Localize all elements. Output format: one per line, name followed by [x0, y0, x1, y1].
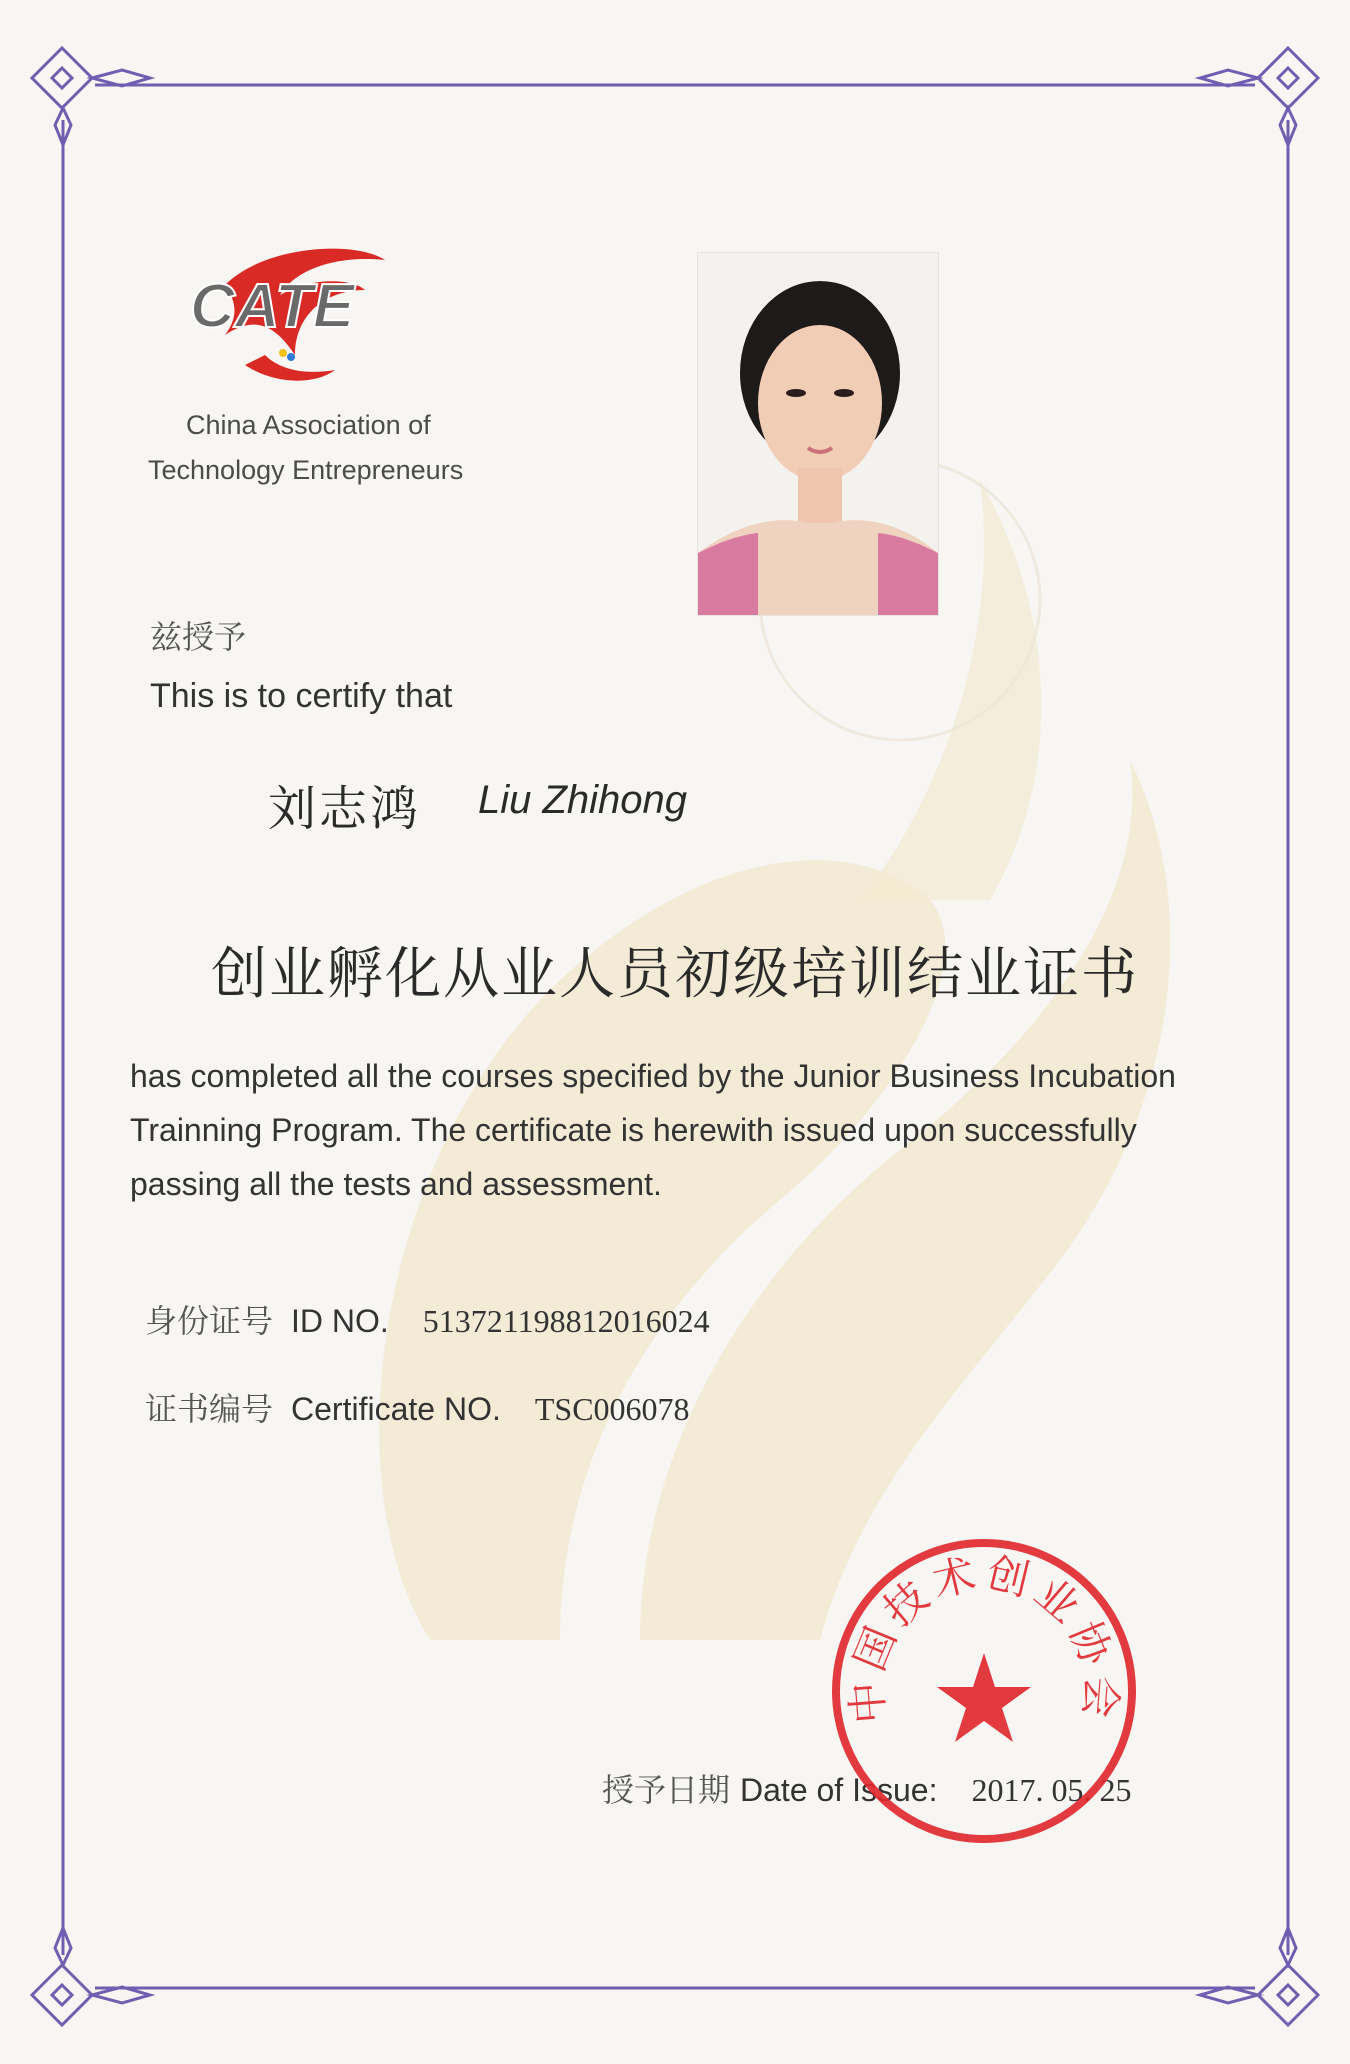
organization-name-line2: Technology Entrepreneurs	[148, 455, 464, 485]
certificate-title: 创业孵化从业人员初级培训结业证书	[211, 942, 1139, 1007]
organization-name-line1: China Association of	[186, 410, 431, 440]
recipient-name-cn: 刘志鸿	[268, 781, 422, 837]
issue-date-value: 2017. 05. 25	[971, 1772, 1132, 1808]
cate-logo	[185, 245, 425, 395]
holder-photo	[697, 252, 939, 616]
id-number-field	[145, 1296, 710, 1342]
svg-text:CATE: CATE	[190, 272, 355, 341]
certificate-body-line: Trainning Program. The certificate is herewith issued upon successfully	[130, 1112, 1137, 1148]
id-label-cn: 身份证号	[145, 1302, 274, 1340]
id-number-value: 513721198812016024	[422, 1303, 710, 1339]
recipient-name-en: Liu Zhihong	[478, 778, 688, 822]
grant-label-en: This is to certify that	[150, 677, 453, 715]
official-seal	[828, 1535, 1140, 1847]
id-label-en: ID NO.	[291, 1303, 389, 1339]
certificate-body-line: passing all the tests and assessment.	[130, 1166, 662, 1202]
seal-text: 中国技术创业协会	[841, 1547, 1127, 1726]
certificate-body-line: has completed all the courses specified by the Junior Business Incubation	[130, 1058, 1176, 1094]
cert-label-en: Certificate NO.	[291, 1391, 501, 1427]
issue-date-label-en: Date of Issue:	[740, 1772, 938, 1808]
cert-label-cn: 证书编号	[145, 1390, 274, 1428]
certificate-number-value: TSC006078	[534, 1391, 690, 1427]
star-icon	[937, 1653, 1031, 1742]
issue-date-label-cn: 授予日期	[602, 1771, 731, 1809]
grant-label-cn: 兹授予	[150, 618, 247, 656]
certificate-number-field	[145, 1384, 690, 1430]
